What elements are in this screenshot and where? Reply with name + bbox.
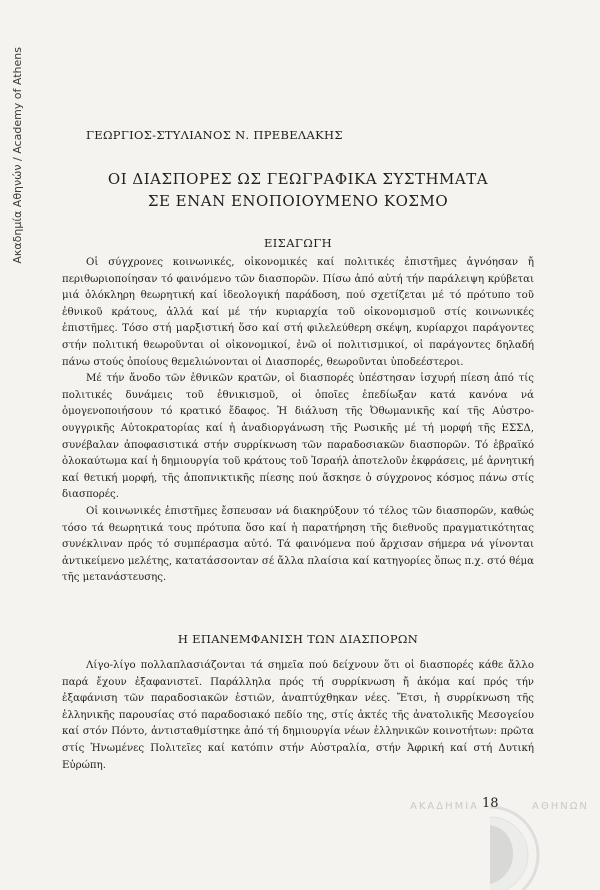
section-heading-intro: ΕΙΣΑΓΩΓΗ bbox=[263, 236, 333, 250]
intro-section-body bbox=[62, 255, 534, 587]
paragraph: Μέ τήν ἄνοδο τῶν ἐθνικῶν κρατῶν, οἱ διασπορές ὑπέστησαν ἰσχυρή πίεση ἀπό τίς πολιτικές δυνάμεις τοῦ ἐθνικισμοῦ, οἱ ὁποῖες ἐπεδίωξαν κατά κανόνα νά ὁμογενοποιήσουν τό κρατικό ἔδαφος. Ἡ διάλυση τῆς Ὀθωμανικῆς καί τῆς Αὐστρο-ουγγρικῆς Αὐτοκρατορίας καί ἡ ἀναδιοργάνωση τῆς Ρωσικῆς μέ τή μορφή τῆς ΕΣΣΔ, συνέβαλαν ἀποφασιστικά στήν συρρίκνωση τῶν παραδοσιακῶν διασπορῶν. Τό ἑβραϊκό ὁλοκαύτωμα καί ἡ δημιουργία τοῦ κράτους τοῦ Ἰσραήλ ἀποτελοῦν ἐκφράσεις, μέ ἀρνητική καί θετική μορφή, τῆς ἀποπνικτικῆς πίεσης πού ἄσκησε ὁ σύγχρονος κόσμος πάνω στίς διασπορές. bbox=[62, 373, 534, 501]
reemergence-section-body bbox=[62, 658, 534, 774]
author-name: ΓΕΩΡΓΙΟΣ-ΣΤΥΛΙΑΝΟΣ Ν. ΠΡΕΒΕΛΑΚΗΣ bbox=[86, 128, 343, 142]
archive-sidebar-label bbox=[6, 40, 28, 270]
sidebar-text: Ακαδημία Αθηνών / Academy of Athens bbox=[10, 46, 24, 264]
watermark-text-right: ΑΘΗΝΩΝ bbox=[532, 801, 589, 812]
page-title bbox=[62, 168, 534, 212]
page-number: 18 bbox=[482, 796, 499, 811]
paragraph: Οἱ σύγχρονες κοινωνικές, οἰκονομικές καί πολιτικές ἐπιστῆμες ἀγνόησαν ἤ περιθωριοποίησαν τό φαινόμενο τῶν διασπορῶν. Πίσω ἀπό αὐτή τήν παράλειψη κρύβεται μιά ὁλόκληρη θεωρητική καί ἰδεολογική παράδοση, πού σχετίζεται μέ τό πρότυπο τοῦ ἐθνικοῦ κράτους, ἀλλά καί μέ τήν κυριαρχία τοῦ οἰκονομισμοῦ στίς κοινωνικές ἐπιστῆμες. Τόσο στή μαρξιστική ὅσο καί στή φιλελεύθερη σκέψη, κυρίαρχοι παράγοντες στήν πολιτική θεωροῦνται οἱ οἰκονομικοί, ἐνῶ οἱ πολιτισμικοί, οἱ παράγοντες δηλαδή πάνω στούς ὁποίους θεμελιώνονται οἱ Διασπορές, θεωροῦνται ὑποδεέστεροι. bbox=[62, 257, 534, 368]
paragraph: Οἱ κοινωνικές ἐπιστῆμες ἔσπευσαν νά διακηρύξουν τό τέλος τῶν διασπορῶν, καθώς τόσο τά θεωρητικά τους πρότυπα ὅσο καί ἡ παρατήρηση τῆς διεθνοῦς πραγματικότητας συνέκλιναν πρός τό συμπέρασμα αὐτό. Τά φαινόμενα πού ἄρχισαν σήμερα νά γίνονται ἀντικείμενο μελέτης, κατατάσσονταν σέ ἄλλα πλαίσια καί κατηγορίες ὅπως π.χ. στό θέμα τῆς μετανάστευσης. bbox=[62, 505, 534, 584]
title-line-1: ΟΙ ΔΙΑΣΠΟΡΕΣ ΩΣ ΓΕΩΓΡΑΦΙΚΑ ΣΥΣΤΗΜΑΤΑ bbox=[107, 170, 489, 188]
title-line-2: ΣΕ ΕΝΑΝ ΕΝΟΠΟΙΟΥΜΕΝΟ ΚΟΣΜΟ bbox=[147, 192, 449, 210]
watermark-text-left: ΑΚΑΔΗΜΙΑ bbox=[410, 801, 480, 812]
section-heading-reemergence: Η ΕΠΑΝΕΜΦΑΝΙΣΗ ΤΩΝ ΔΙΑΣΠΟΡΩΝ bbox=[177, 632, 419, 646]
paragraph: Λίγο-λίγο πολλαπλασιάζονται τά σημεῖα πού δείχνουν ὅτι οἱ διασπορές κάθε ἄλλο παρά ἔχουν ἐξαφανιστεῖ. Παράλληλα πρός τή συρρίκνωση ἤ ἀκόμα καί πρός τήν ἐξαφάνιση τῶν παραδοσιακῶν ἑστιῶν, ἀναπτύχθηκαν νέες. Ἔτσι, ἡ συρρίκνωση τῆς ἑλληνικῆς παρουσίας στό παραδοσιακό πεδίο της, στίς ἀκτές τῆς ἀνατολικῆς Μεσογείου καί στόν Πόντο, ἀντισταθμίστηκε ἀπό τή δημιουργία νέων ἑλληνικῶν κοινοτήτων: πρῶτα στίς Ἡνωμένες Πολιτεῖες καί κατόπιν στήν Αὐστραλία, στήν Ἀφρική καί στή Δυτική Εὐρώπη. bbox=[62, 660, 534, 771]
academy-seal-watermark bbox=[490, 800, 600, 890]
